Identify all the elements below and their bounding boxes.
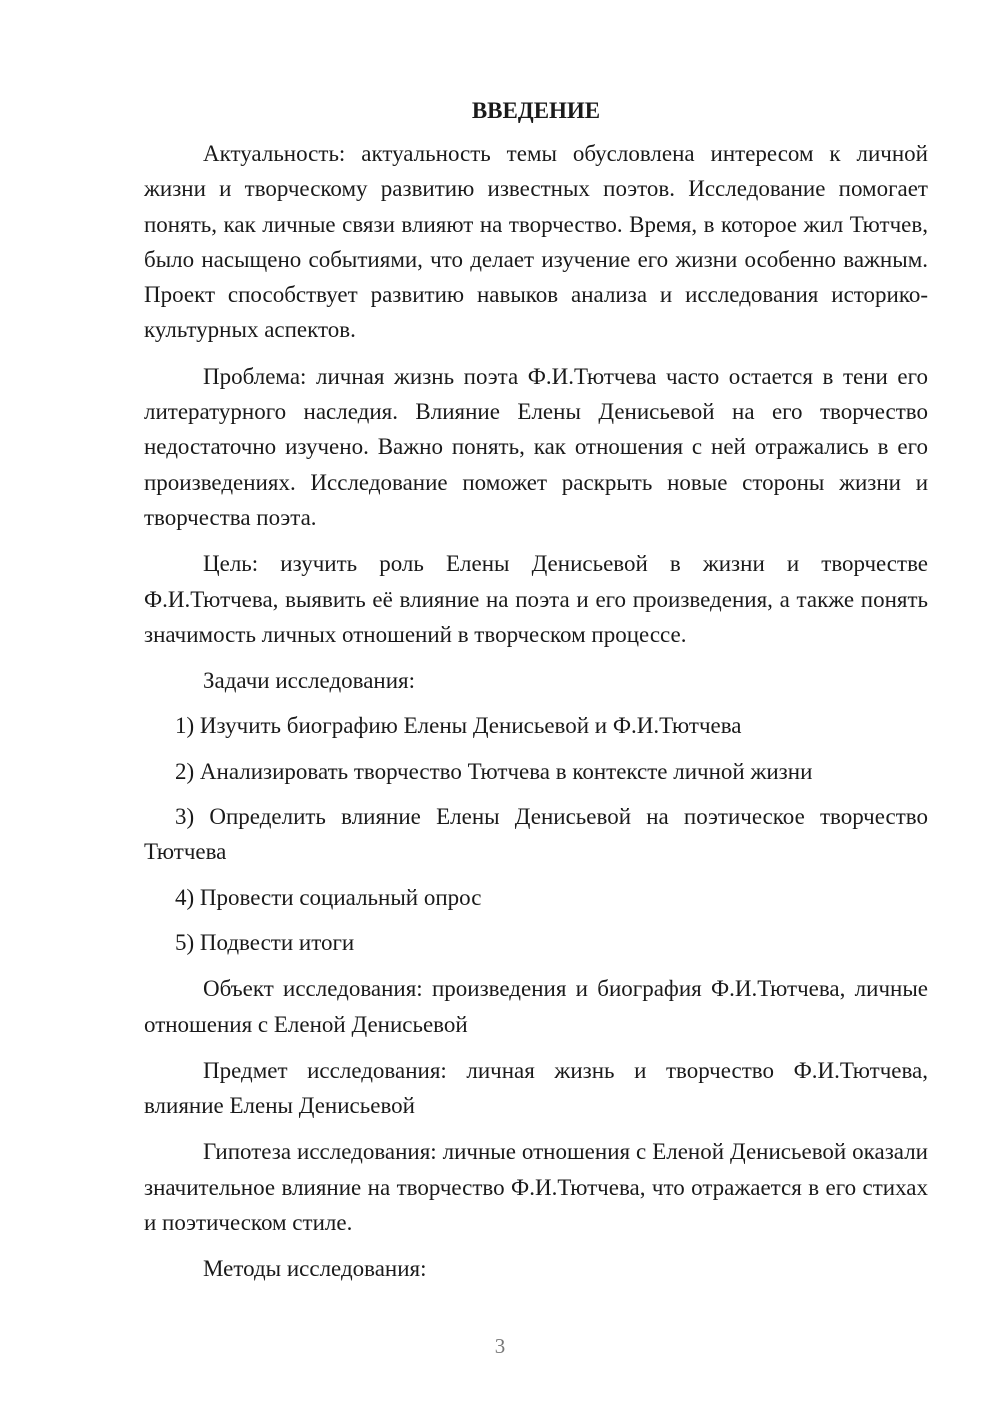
problem-paragraph: Проблема: личная жизнь поэта Ф.И.Тютчева часто остается в тени его литературного наследия. Влияние Елены Денисьевой на его творчество недостаточно изучено. Важно понять, как отношения с ней отражались в его произведениях. Исследование поможет раскрыть новые стороны жизни и творчества поэта. — [144, 363, 928, 530]
list-item: 3) Определить влияние Елены Денисьевой на поэтическое творчество Тютчева — [144, 804, 928, 865]
relevance-paragraph: Актуальность: актуальность темы обусловлена интересом к личной жизни и творческому развитию известных поэтов. Исследование помогает понять, как личные связи влияют на творчество. Время, в которое жил Тютчев, было насыщено событиями, что делает изучение его жизни особенно важным. Проект способствует развитию навыков анализа и исследования историко-культурных аспектов. — [144, 141, 928, 343]
methods-heading: Методы исследования: — [203, 1256, 427, 1282]
subject-paragraph: Предмет исследования: личная жизнь и творчество Ф.И.Тютчева, влияние Елены Денисьевой — [144, 1057, 928, 1119]
hypothesis-paragraph: Гипотеза исследования: личные отношения с Еленой Денисьевой оказали значительное влияние на творчество Ф.И.Тютчева, что отражается в его стихах и поэтическом стиле. — [144, 1139, 928, 1236]
list-item: 4) Провести социальный опрос — [175, 884, 482, 910]
section-title: ВВЕДЕНИЕ — [471, 98, 601, 123]
page-number: 3 — [494, 1334, 506, 1358]
tasks-list — [144, 708, 928, 960]
list-item: 2) Анализировать творчество Тютчева в контексте личной жизни — [175, 758, 813, 784]
list-item: 1) Изучить биографию Елены Денисьевой и Ф.И.Тютчева — [175, 713, 742, 739]
goal-paragraph: Цель: изучить роль Елены Денисьевой в жизни и творчестве Ф.И.Тютчева, выявить её влияние на поэта и его произведения, а также понять значимость личных отношений в творческом процессе. — [144, 551, 928, 647]
list-item: 5) Подвести итоги — [175, 929, 355, 955]
page-content — [144, 93, 928, 1287]
tasks-heading: Задачи исследования: — [203, 668, 416, 694]
object-paragraph: Объект исследования: произведения и биография Ф.И.Тютчева, личные отношения с Еленой Денисьевой — [144, 976, 928, 1037]
